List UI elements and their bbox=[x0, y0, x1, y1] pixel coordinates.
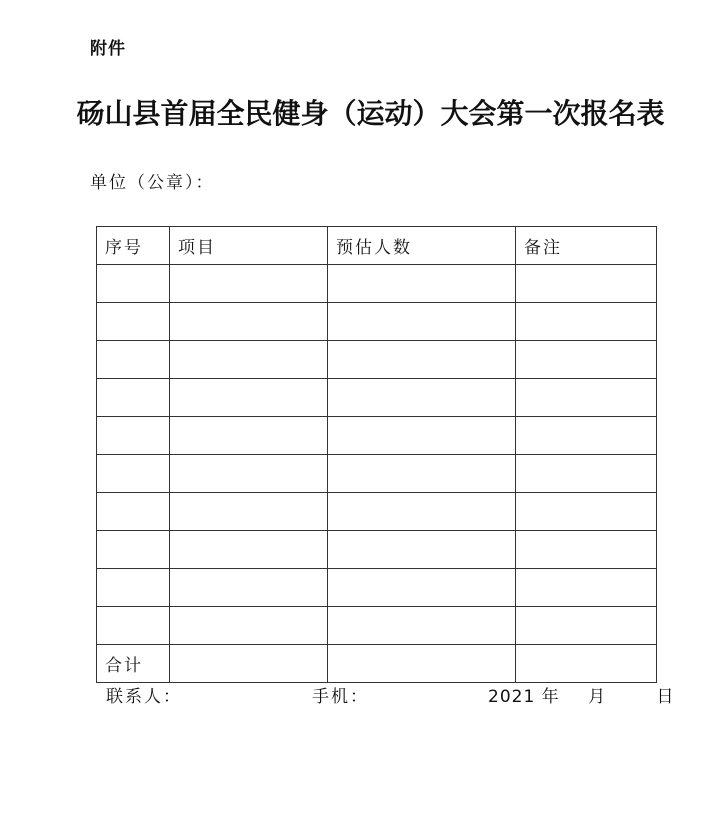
table-body bbox=[97, 265, 657, 645]
table-row bbox=[97, 569, 657, 607]
date-month-suffix: 月 bbox=[588, 687, 607, 707]
cell-event[interactable] bbox=[170, 379, 328, 417]
form-title: 砀山县首届全民健身（运动）大会第一次报名表 bbox=[76, 97, 665, 130]
registration-table bbox=[96, 226, 657, 683]
cell-event[interactable] bbox=[170, 417, 328, 455]
contact-label: 联系人： bbox=[106, 687, 182, 707]
cell-remarks[interactable] bbox=[516, 303, 657, 341]
date-line bbox=[488, 682, 674, 707]
column-header-event: 项目 bbox=[170, 227, 328, 265]
cell-event[interactable] bbox=[170, 341, 328, 379]
table-row bbox=[97, 607, 657, 645]
cell-estimated-count[interactable] bbox=[328, 493, 516, 531]
cell-index[interactable] bbox=[97, 531, 170, 569]
cell-event[interactable] bbox=[170, 569, 328, 607]
cell-remarks[interactable] bbox=[516, 493, 657, 531]
cell-remarks[interactable] bbox=[516, 455, 657, 493]
date-day-suffix: 日 bbox=[656, 687, 675, 707]
total-cell-remarks[interactable] bbox=[516, 645, 657, 683]
phone-label: 手机： bbox=[312, 687, 369, 707]
cell-estimated-count[interactable] bbox=[328, 607, 516, 645]
total-cell-event[interactable] bbox=[170, 645, 328, 683]
cell-remarks[interactable] bbox=[516, 531, 657, 569]
cell-remarks[interactable] bbox=[516, 417, 657, 455]
table-header-row bbox=[97, 227, 657, 265]
cell-index[interactable] bbox=[97, 607, 170, 645]
total-cell-estimated-count[interactable] bbox=[328, 645, 516, 683]
cell-estimated-count[interactable] bbox=[328, 341, 516, 379]
table-row bbox=[97, 417, 657, 455]
cell-estimated-count[interactable] bbox=[328, 417, 516, 455]
cell-event[interactable] bbox=[170, 303, 328, 341]
table-row bbox=[97, 379, 657, 417]
table-row bbox=[97, 265, 657, 303]
total-label: 合计 bbox=[97, 645, 170, 683]
cell-estimated-count[interactable] bbox=[328, 303, 516, 341]
cell-estimated-count[interactable] bbox=[328, 379, 516, 417]
cell-estimated-count[interactable] bbox=[328, 265, 516, 303]
table-row bbox=[97, 531, 657, 569]
cell-event[interactable] bbox=[170, 455, 328, 493]
cell-remarks[interactable] bbox=[516, 265, 657, 303]
date-year-suffix: 年 bbox=[541, 687, 560, 707]
cell-estimated-count[interactable] bbox=[328, 569, 516, 607]
cell-index[interactable] bbox=[97, 493, 170, 531]
table-total-row bbox=[97, 645, 657, 683]
cell-event[interactable] bbox=[170, 607, 328, 645]
cell-index[interactable] bbox=[97, 379, 170, 417]
table-row bbox=[97, 303, 657, 341]
cell-event[interactable] bbox=[170, 531, 328, 569]
cell-event[interactable] bbox=[170, 493, 328, 531]
attachment-label: 附件 bbox=[90, 39, 126, 59]
unit-stamp-label: 单位（公章）： bbox=[90, 173, 215, 193]
cell-index[interactable] bbox=[97, 569, 170, 607]
table-row bbox=[97, 493, 657, 531]
cell-remarks[interactable] bbox=[516, 341, 657, 379]
cell-estimated-count[interactable] bbox=[328, 455, 516, 493]
cell-remarks[interactable] bbox=[516, 569, 657, 607]
cell-index[interactable] bbox=[97, 417, 170, 455]
column-header-estimated-count: 预估人数 bbox=[328, 227, 516, 265]
table-row bbox=[97, 341, 657, 379]
table-row bbox=[97, 455, 657, 493]
cell-estimated-count[interactable] bbox=[328, 531, 516, 569]
cell-remarks[interactable] bbox=[516, 379, 657, 417]
column-header-index: 序号 bbox=[97, 227, 170, 265]
cell-event[interactable] bbox=[170, 265, 328, 303]
cell-index[interactable] bbox=[97, 341, 170, 379]
cell-index[interactable] bbox=[97, 303, 170, 341]
cell-index[interactable] bbox=[97, 455, 170, 493]
cell-remarks[interactable] bbox=[516, 607, 657, 645]
cell-index[interactable] bbox=[97, 265, 170, 303]
column-header-remarks: 备注 bbox=[516, 227, 657, 265]
date-year: 2021 bbox=[488, 687, 536, 707]
